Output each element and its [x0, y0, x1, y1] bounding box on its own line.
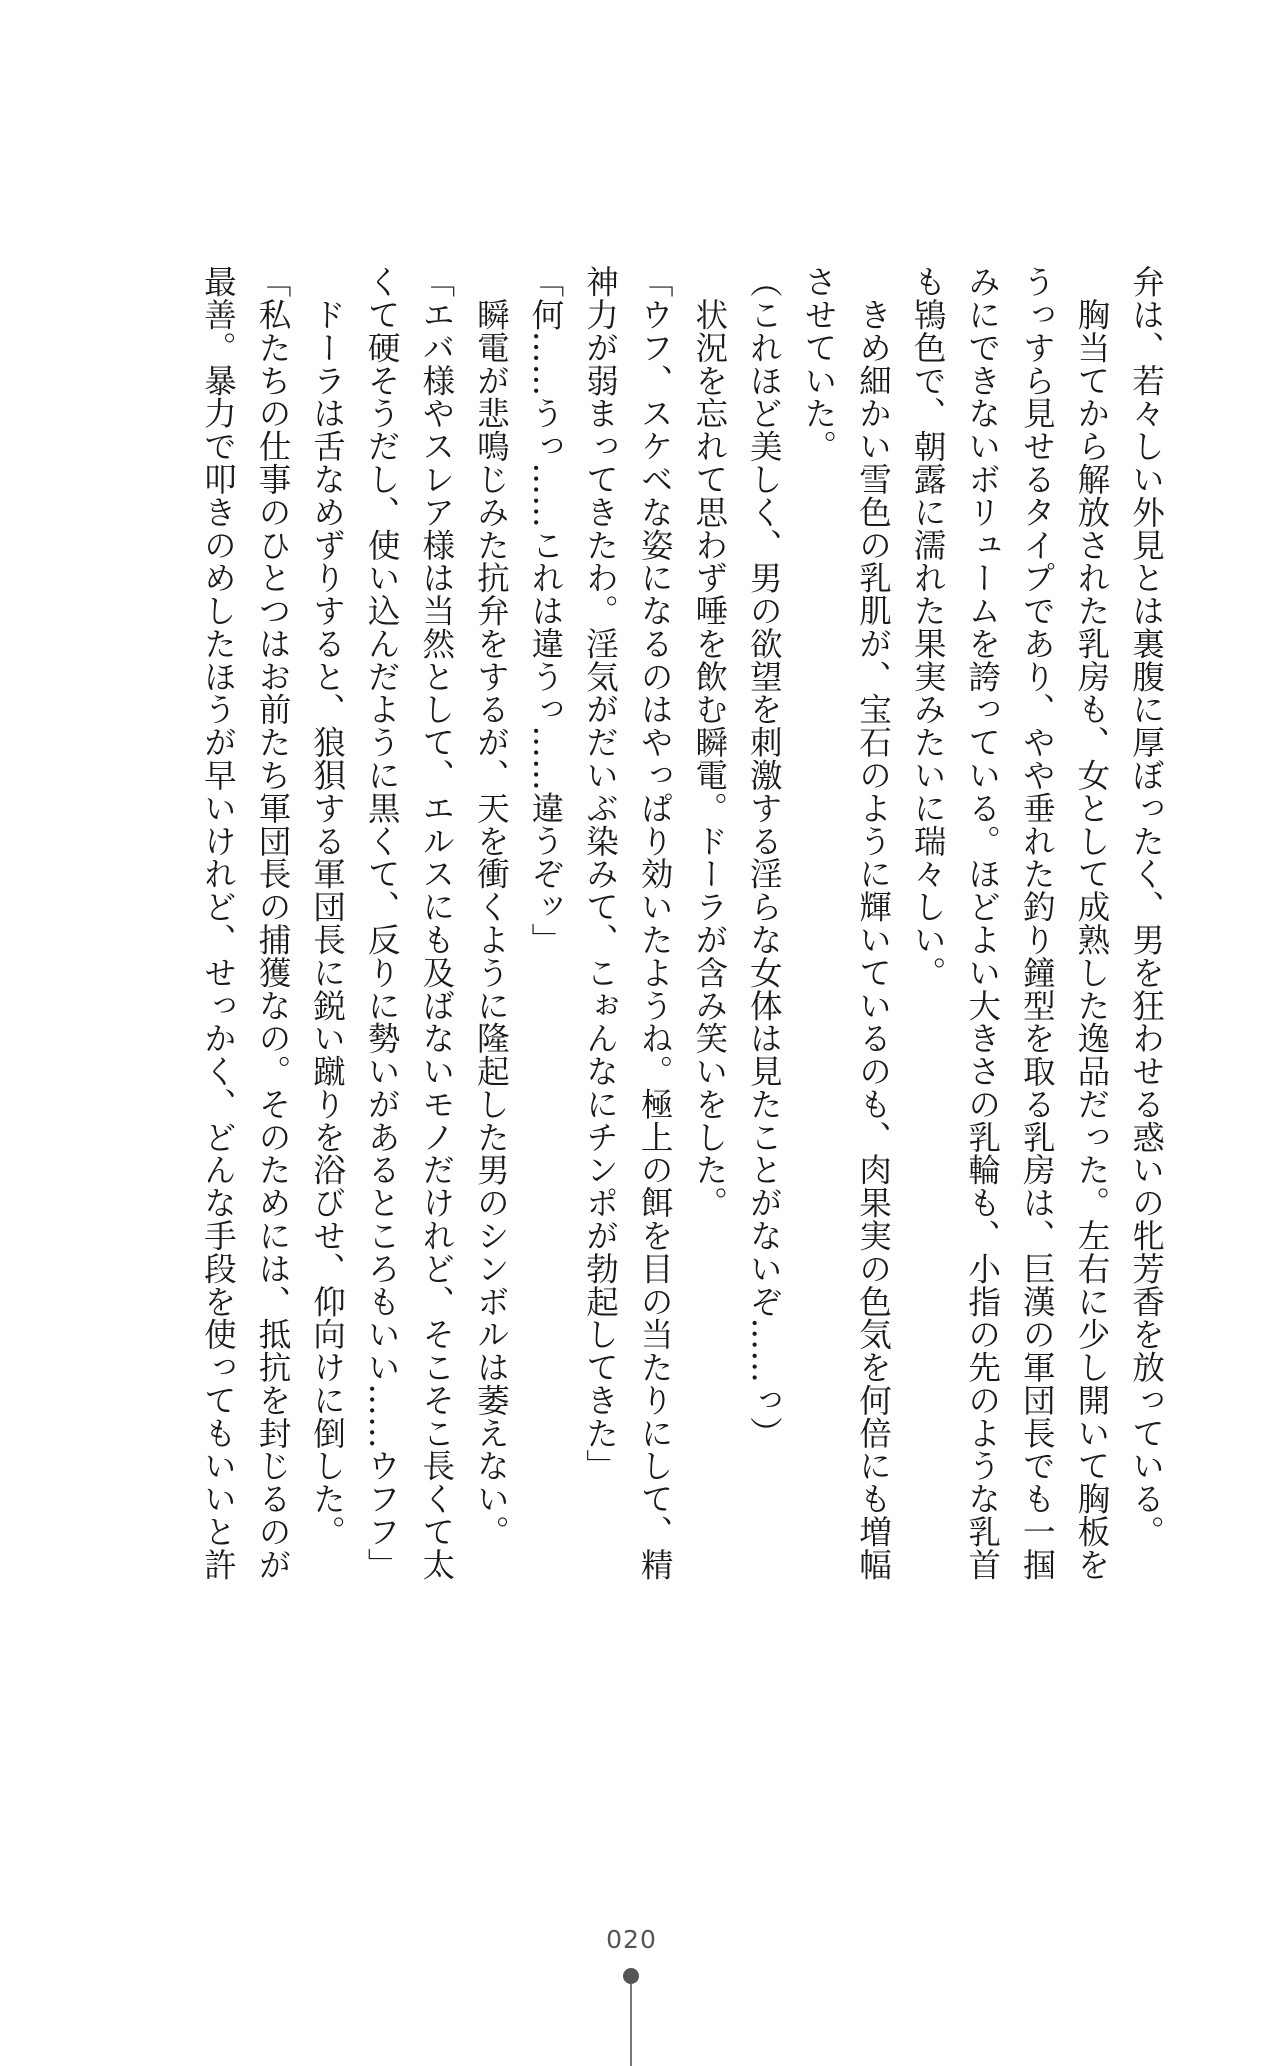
page-marker-dot [623, 1968, 639, 1984]
page-number: 020 [606, 1925, 657, 1954]
body-text [83, 265, 1173, 1685]
text-line: させていた。 [799, 265, 838, 463]
text-line: も鴇色で、朝露に濡れた果実みたいに瑞々しい。 [908, 265, 947, 989]
text-line: 状況を忘れて思わず唾を飲む瞬電。ドーラが含み笑いをした。 [690, 265, 729, 1219]
page-marker-line [630, 1984, 632, 2066]
text-line: 胸当てから解放された乳房も、女として成熟した逸品だった。左右に少し開いて胸板を [1072, 265, 1111, 1581]
text-line: 「何……うっ……これは違うっ……違うぞッ」 [526, 265, 565, 956]
text-line: うっすら見せるタイプであり、やや垂れた釣り鐘型を取る乳房は、巨漢の軍団長でも一掴 [1017, 265, 1056, 1581]
text-line: 「私たちの仕事のひとつはお前たち軍団長の捕獲なの。そのためには、抵抗を封じるのが [253, 265, 292, 1581]
text-line: 「ウフ、スケベな姿になるのはやっぱり効いたようね。極上の餌を目の当たりにして、精 [635, 265, 674, 1581]
text-line: 弁は、若々しい外見とは裏腹に厚ぼったく、男を狂わせる惑いの牝芳香を放っている。 [1127, 265, 1165, 1548]
text-line: みにできないボリュームを誇っている。ほどよい大きさの乳輪も、小指の先のような乳首 [963, 265, 1002, 1581]
text-line: くて硬そうだし、使い込んだように黒くて、反りに勢いがあるところもいい……ウフフ」 [362, 265, 401, 1581]
text-line: きめ細かい雪色の乳肌が、宝石のように輝いているのも、肉果実の色気を何倍にも増幅 [854, 265, 893, 1581]
text-line: 神力が弱まってきたわ。淫気がだいぶ染みて、こぉんなにチンポが勃起してきた」 [581, 265, 620, 1482]
text-line: 最善。暴力で叩きのめしたほうが早いけれど、せっかく、どんな手段を使ってもいいと許 [198, 265, 237, 1581]
text-line: 「エバ様やスレア様は当然として、エルスにも及ばないモノだけれど、そこそこ長くて太 [417, 265, 456, 1581]
text-line: ドーラは舌なめずりすると、狼狽する軍団長に鋭い蹴りを浴びせ、仰向けに倒した。 [308, 265, 347, 1548]
text-line: 瞬電が悲鳴じみた抗弁をするが、天を衝くように隆起した男のシンボルは萎えない。 [471, 265, 510, 1548]
text-line: （これほど美しく、男の欲望を刺激する淫らな女体は見たことがないぞ……っ） [744, 265, 783, 1450]
